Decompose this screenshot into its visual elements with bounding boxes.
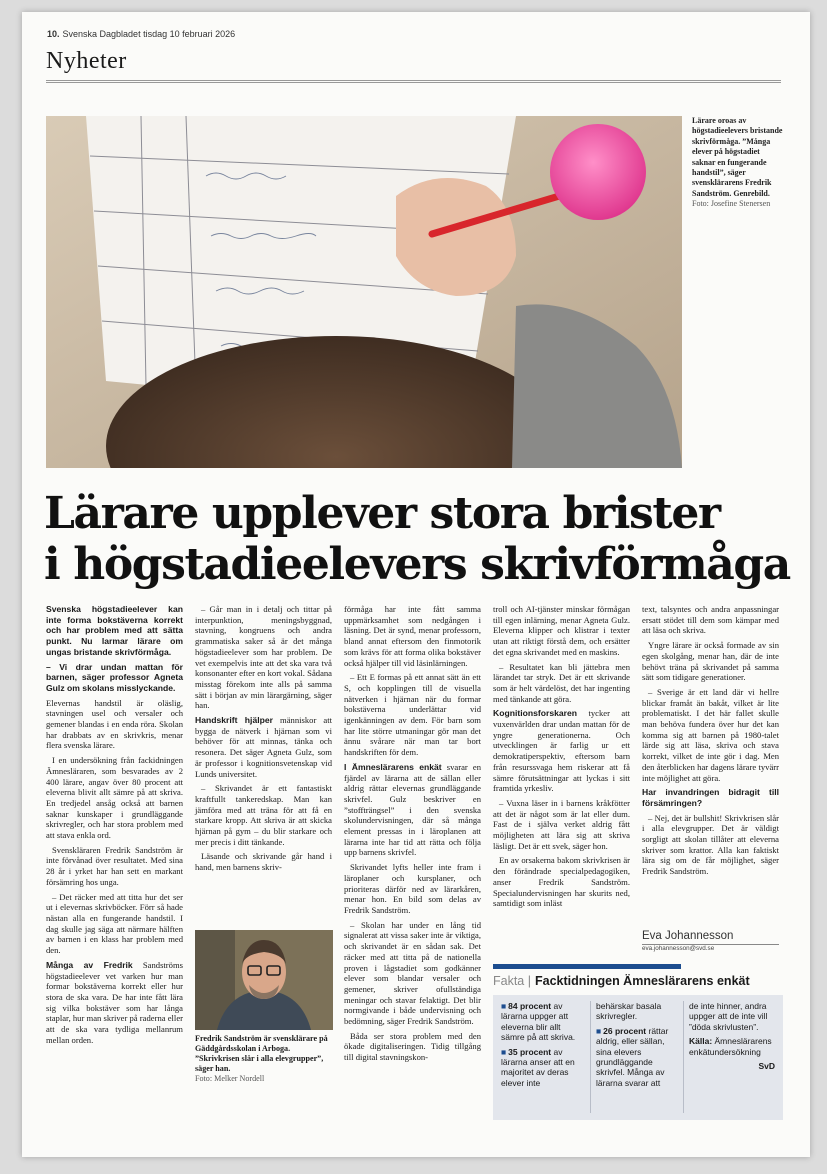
fakta-divider [590, 1001, 591, 1113]
folio [47, 29, 235, 39]
body-paragraph: – Resultatet kan bli jättebra men lärandet tar stryk. Det är ett skrivande som är helt värdelöst, det har ingenting med tänkande att göra. [493, 661, 630, 704]
fakta-title: Facktidningen Ämneslärarens enkät [534, 974, 750, 988]
fakta-box [493, 995, 783, 1120]
fakta-column-2 [596, 1001, 678, 1092]
headline-line1: Lärare upplever stora brister [44, 488, 720, 539]
bullet-square-icon: ■ [596, 1025, 602, 1036]
body-paragraph: förmåga har inte fått samma uppmärksamhet som nedgången i läsning. Det är synd, menar professorn, bland annat eftersom den finmotorik som krävs för att forma olika bokstäver också hjälper till vid läsinlärningen. [344, 604, 481, 668]
photo-student-writing [46, 116, 682, 468]
fakta-number: 35 procent [508, 1046, 552, 1057]
bullet-square-icon: ■ [501, 1001, 507, 1011]
byline-email: eva.johannesson@svd.se [642, 945, 715, 952]
body-paragraph: Elevernas handstil är oläslig, stavningen usel och versaler och gemener blandas i en enda röra. Skolan har drabbats av en skrivkris, menar flera svenska lärare. [46, 697, 183, 751]
body-paragraph: text, talsyntes och andra anpassningar ersatt stödet till dem som kämpar med att läsa och skriva. [642, 604, 779, 636]
body-paragraph: Skrivandet lyfts heller inte fram i läroplaner och kursplaner, och prioriteras därför ned av lärarkåren, menar hon. En bild som delas av Fredrik Sandström. [344, 862, 481, 915]
body-paragraph [46, 960, 183, 1046]
fakta-item [596, 1026, 678, 1088]
lead-quote: – Vi drar undan mattan för barnen, säger professor Agneta Gulz om skolans misslyckande. [46, 661, 183, 693]
portrait-illustration [195, 930, 333, 1030]
body-paragraph [195, 715, 332, 779]
fakta-source [689, 1036, 775, 1057]
fakta-text: de inte hinner, andra uppger att de inte vill ”döda skrivlusten”. [689, 1001, 768, 1032]
fakta-text: av lärarna anser att en majoritet av deras elever inte [501, 1046, 575, 1088]
fakta-heading [493, 974, 750, 988]
svd-signature: SvD [758, 1061, 775, 1072]
folio-text: Svenska Dagbladet tisdag 10 februari 2026 [62, 29, 236, 39]
body-paragraph [493, 708, 630, 794]
fakta-column-1 [501, 1001, 583, 1092]
interview-question: Har invandringen bidragit till försämringen? [642, 787, 779, 808]
lead-paragraph: Svenska högstadieelever kan inte forma bokstäverna korrekt och har problem med att sätta punkt. Nu larmar lärare om ungas bristande skrivförmåga. [46, 604, 183, 657]
photo-credit: Foto: Josefine Stenersen [692, 199, 771, 209]
photo-illustration [46, 116, 682, 468]
newspaper-page [22, 12, 810, 1157]
fakta-column-3 [689, 1001, 775, 1075]
headline-line2: i högstadieelevers skrivförmåga [44, 539, 790, 590]
portrait-fredrik-sandstrom [195, 930, 333, 1030]
section-title: Nyheter [46, 48, 127, 74]
fakta-accent-bar [493, 964, 681, 969]
bullet-square-icon: ■ [501, 1046, 507, 1057]
column-3 [344, 604, 481, 1067]
photo-caption [692, 116, 784, 210]
body-paragraph: – Vuxna läser in i barnens kråkfötter att det är något som är lat eller dum. Fast de i själva verket aldrig fått möjligheten att lära sig att skriva läsligt. Det är ett svek, säger hon. [493, 797, 630, 851]
column-5 [642, 604, 779, 881]
header-rule [46, 80, 781, 81]
fakta-number: 84 procent [508, 1001, 552, 1011]
fakta-item [501, 1001, 583, 1043]
fakta-number: 26 procent [603, 1025, 647, 1036]
body-text: svarar en fjärdel av lärarna att de sällan eller aldrig rättar elevernas grundläggande skrivfel. Gulz beskriver en ”stoffträngsel” i den svenska skolundervisningen, där så många element pressas in i läroplanen att lärarna inte har tid att rätta och följa upp barnens skrivfel. [344, 761, 481, 858]
photo-caption-text: Lärare oroas av högstadieelevers bristande skrivförmåga. ”Många elever på högstadiet saknar en fungerande handstil”, säger svensklärarens Fredrik Sandström. Genrebild. [692, 116, 783, 198]
column-2 [195, 604, 332, 877]
body-paragraph: Läsande och skrivande går hand i hand, men barnens skriv- [195, 851, 332, 873]
run-in-head: I Ämneslärarens enkät [344, 761, 442, 772]
headline [44, 488, 794, 590]
run-in-head: Kognitionsforskaren [493, 708, 578, 719]
page-number: 10. [47, 29, 60, 39]
portrait-caption [195, 1034, 333, 1084]
body-paragraph: troll och AI-tjänster minskar förmågan till egen inlärning, menar Agneta Gulz. Eleverna klipper och klistrar i texter utan att riktigt förstå dem, och ersätter det egna skrivandet med en maskins. [493, 604, 630, 657]
body-paragraph: I en undersökning från fackidningen Ämnesläraren, som besvarades av 2 400 lärare, angav över 80 procent att eleverna blivit allt sämre på att skriva. En tredjedel ansåg också att barnen saknar kunskaper i grundläggande skrivregler, och har stora problem med att stava enkla ord. [46, 755, 183, 841]
fakta-text: behärskar basala skrivregler. [596, 1001, 662, 1022]
byline: Eva Johannesson [642, 930, 734, 942]
body-paragraph: Yngre lärare är också formade av sin egen skolgång, menar han, där de inte behövt träna på skrivandet på samma sätt som tidigare generationer. [642, 640, 779, 683]
body-paragraph: – Det räcker med att titta hur det ser ut i elevernas skrivböcker. Förr så hade nästan alla en fungerande handstil. I dag skulle jag säga att närmare hälften av barnen i en klass har problem med den. [46, 891, 183, 956]
run-in-head: Handskrift hjälper [195, 715, 273, 726]
pompom [550, 124, 646, 220]
run-in-head: Många av Fredrik [46, 959, 133, 970]
body-paragraph: Båda ser stora problem med den ökade digitaliseringen. Tidig tillgång till digital stavningskon- [344, 1030, 481, 1063]
body-paragraph: Svenskläraren Fredrik Sandström är inte förvånad över resultatet. Med sina 28 år i yrket har han sett en markant försämring hos unga. [46, 844, 183, 887]
fakta-divider [683, 1001, 684, 1113]
body-paragraph [344, 762, 481, 858]
fakta-text: av lärarna uppger att eleverna blir allt sämre på att skriva. [501, 1001, 576, 1043]
portrait-caption-text: Fredrik Sandström är svensklärare på Gäddgårdsskolan i Arboga. ”Skrivkrisen slår i alla elevgrupper”, säger han. [195, 1034, 328, 1073]
column-4 [493, 604, 630, 913]
body-text: Sandströms högstadieelever vet varken hur man formar bokstäverna korrekt eller hur stora de ska vara. De har inte fått lära sig vilka bokstäver som har långa staplar, hur man skriver på raderna eller att de ska vara tydliga mellanrum mellan orden. [46, 959, 183, 1045]
body-paragraph: – Sverige är ett land där vi hellre blickar framåt än bakåt, vilket är lite problematiskt. I det här fallet skulle man behöva fundera över hur det kan komma sig att barnen på 1980-talet lärde sig att läsa, skriva och stava korrekt, vilket de inte gör i dag. Men den återblicken har dagens lärare tyvärr inte möjlighet att göra. [642, 686, 779, 783]
body-paragraph: – Skolan har under en lång tid signalerat att vissa saker inte är viktiga, och skrivandet är en sådan sak. Det räcker med att titta på de nationella proven i lågstadiet som godkänner elever som blandar versaler och gemener, skriver ofullständiga meningar och stavar felaktigt. Det blir normgivande i både undervisning och bedömning, säger Fredrik Sandström. [344, 919, 481, 1027]
fakta-tag: Fakta | [493, 974, 531, 988]
fakta-text: rättar aldrig, eller sällan, sina elevers grundläggande skrivfel. Många av lärarna svarar att [596, 1025, 669, 1088]
column-1 [46, 604, 183, 1049]
fakta-item [501, 1047, 583, 1089]
portrait-credit: Foto: Melker Nordell [195, 1074, 265, 1083]
fakta-source-text: Ämneslärarens enkätundersökning [689, 1036, 772, 1057]
fakta-source-label: Källa: [689, 1036, 713, 1047]
body-text: tycker att vuxenvärlden drar undan mattan för de yngre generationerna. Och utvecklingen är farlig ur ett demokratiperspektiv, eftersom barn från resurssvaga hem riskerar att få sämre förutsättningar att lyckas i sitt framtida yrkesliv. [493, 708, 630, 794]
body-paragraph: – Ett E formas på ett annat sätt än ett S, och kopplingen till de visuella nätverken i hjärnan när du formar bokstäverna underlättar vid igenkänningen av dem. För barn som har lite större utmaningar gör man det ännu svårare när man tar bort handskriften för dem. [344, 672, 481, 758]
body-paragraph: – Går man in i detalj och tittar på interpunktion, meningsbyggnad, stavning, kongruens och andra grammatiska saker så är det många högstadieelever som har problem. De vet exempelvis inte att det ska vara två konsonanter efter en kort vokal. Sådana misstag förekom inte alls på samma sätt i början av min lärargärning, säger han. [195, 604, 332, 711]
body-text: människor att bygga de nätverk i hjärnan som vi behöver för att minnas, tänka och resonera. Det säger Agneta Gulz, som är professor i kognitionsvetenskap vid Lunds universitet. [195, 715, 332, 779]
body-paragraph: – Nej, det är bullshit! Skrivkrisen slår i alla elevgrupper. Det är väldigt sorgligt att skolan tillåter att eleverna skriver som krattor. Alla kan faktiskt lära sig om de får möjlighet, säger Fredrik Sandström. [642, 812, 779, 877]
body-paragraph: En av orsakerna bakom skrivkrisen är den förändrade specialpedagogiken, anser Fredrik Sandström. Specialundervisningen har skurits ned, samtidigt som inläst [493, 855, 630, 909]
header-rule-2 [46, 82, 781, 83]
body-paragraph: – Skrivandet är ett fantastiskt kraftfullt tankeredskap. Man kan jämföra med att träna för att få en starkare kropp. Att skriva är att skicka hjärnan på gym – du blir starkare och mer precis i ditt tänkande. [195, 783, 332, 847]
